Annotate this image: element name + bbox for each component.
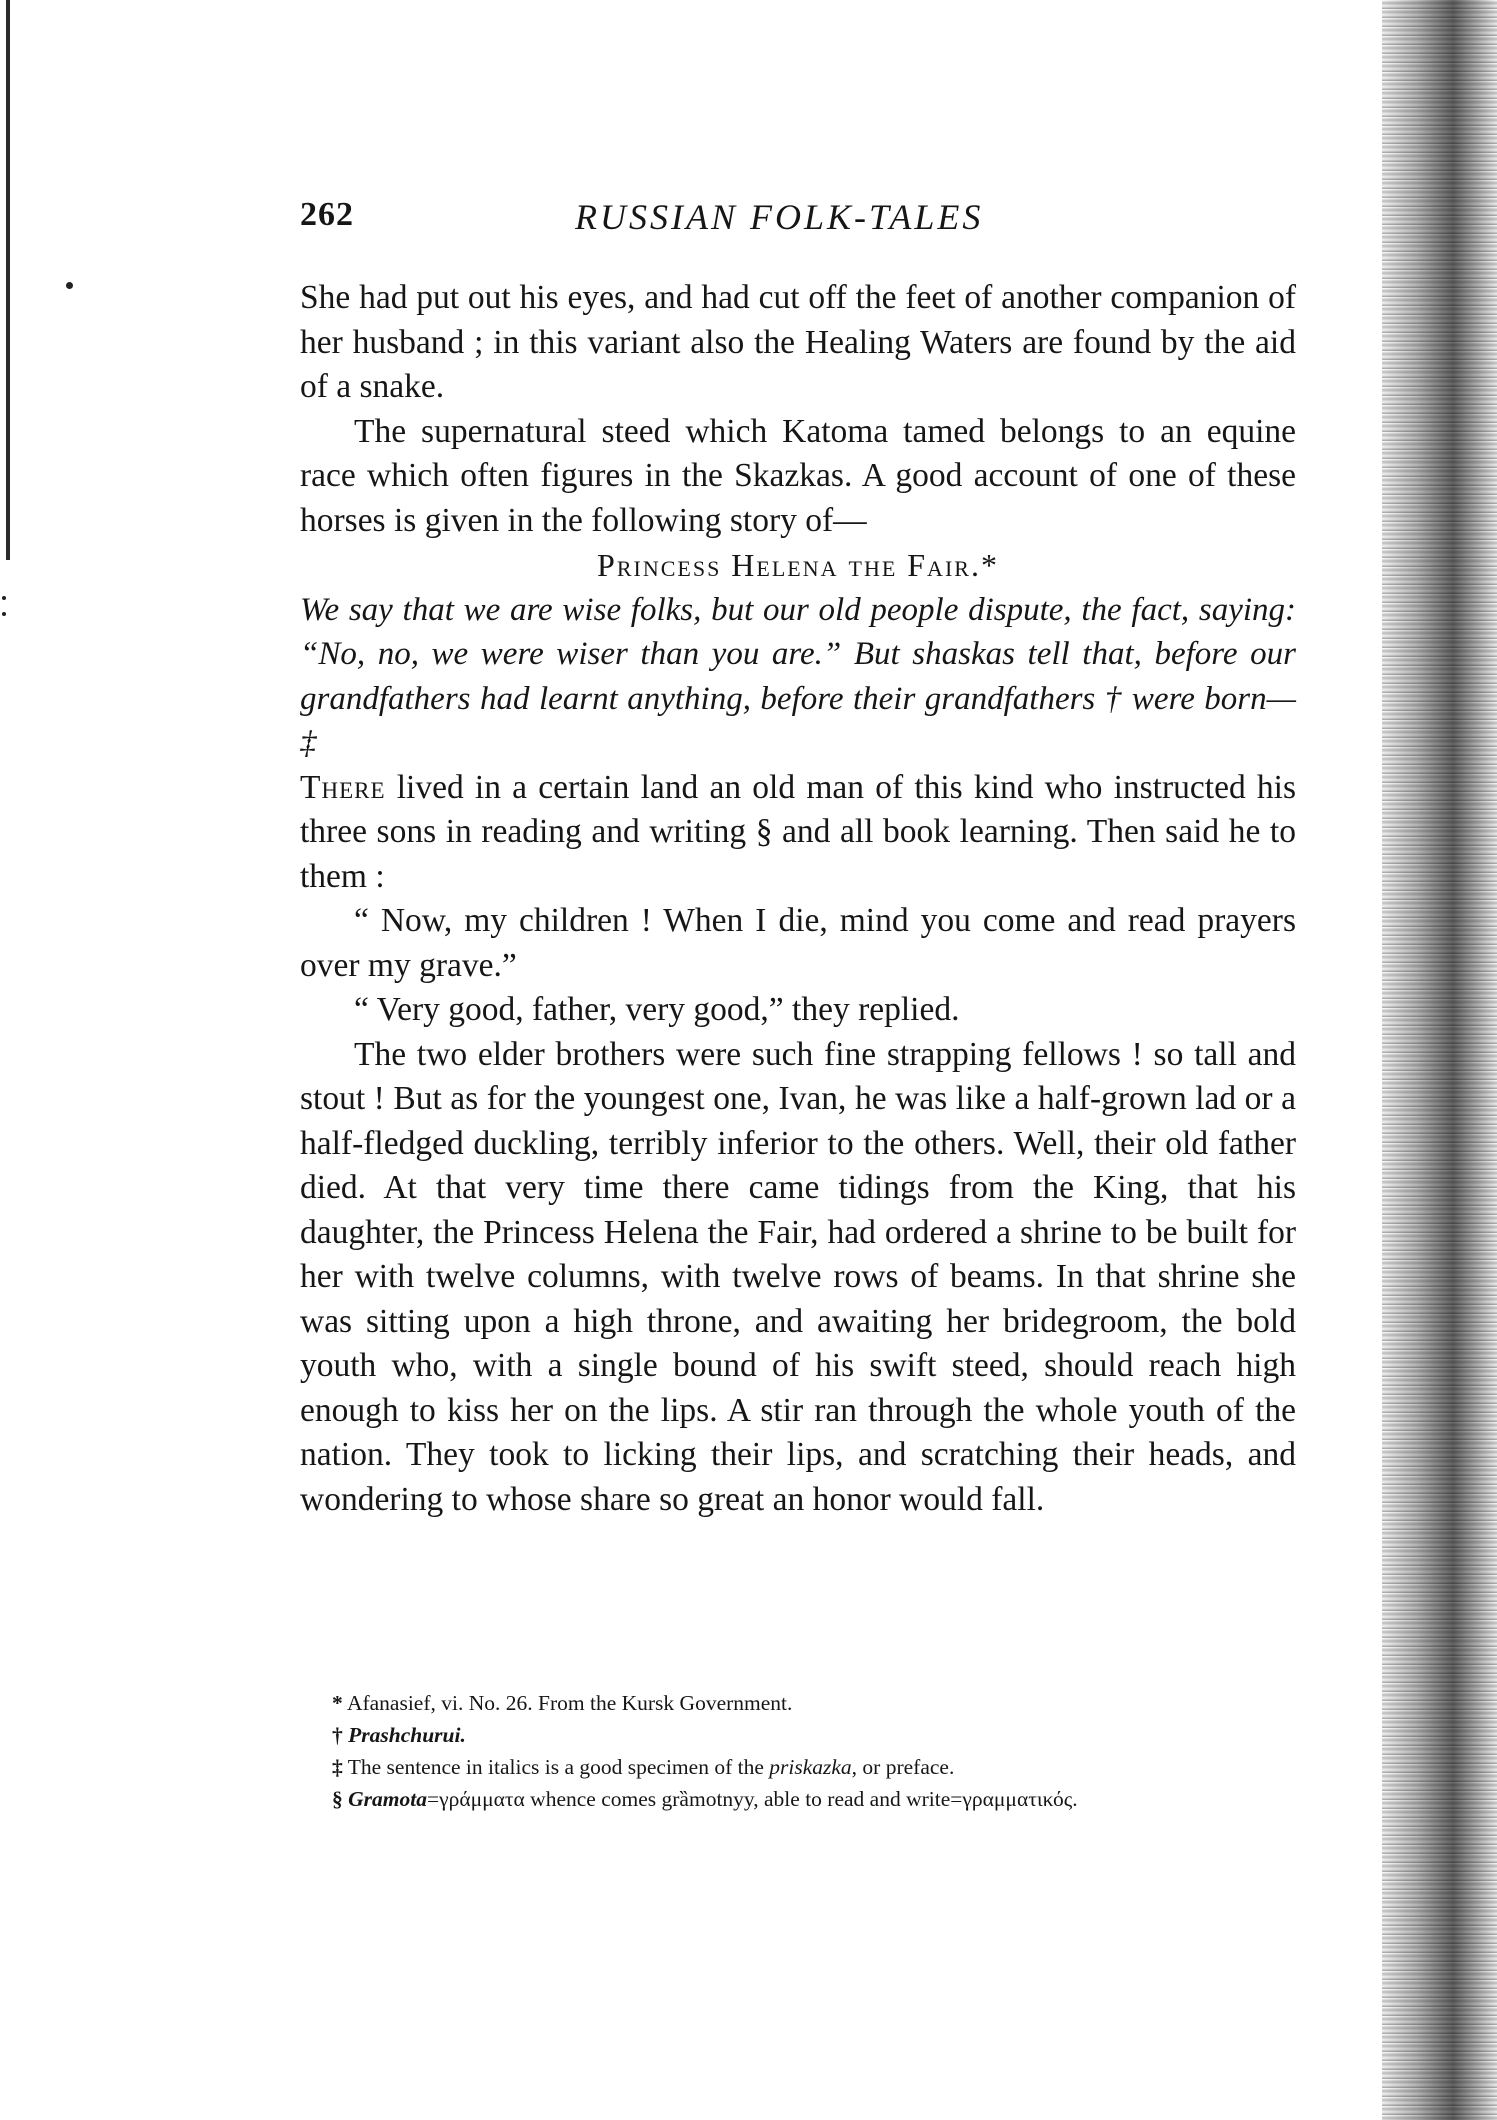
footnote-italic: priskazka — [769, 1755, 852, 1779]
paragraph — [300, 766, 1296, 900]
spine-line — [6, 0, 10, 560]
footnote-text: The sentence in italics is a good specimen of the — [342, 1755, 770, 1779]
tale-title: Princess Helena the Fair.* — [597, 547, 999, 583]
paragraph: The supernatural steed which Katoma tamed belongs to an equine race which often figures in the Skazkas. A good account of one of these horses is given in the following story of— — [300, 412, 1296, 539]
stray-mark — [2, 596, 6, 600]
footnote-mark: § — [332, 1787, 343, 1811]
epigraph: We say that we are wise folks, but our old people dispute, the fact, saying: “No, no, we were wiser than you are.” But shaskas tell that, before our grandfathers had learnt anything, before their grandfathers † were born—‡ — [300, 591, 1296, 761]
paragraph: She had put out his eyes, and had cut off the feet of another companion of her husband ; in this variant also the Healing Waters are found by the aid of a snake. — [300, 279, 1296, 405]
footnote-mark: * — [332, 1691, 343, 1715]
drop-word: There — [300, 768, 386, 806]
footnotes — [300, 1688, 1300, 1816]
running-title: RUSSIAN FOLK-TALES — [575, 197, 984, 237]
page-header — [300, 196, 1300, 246]
footnote-mark: † — [332, 1723, 343, 1747]
stray-mark — [66, 282, 73, 289]
footnote — [300, 1688, 1300, 1718]
page-edge-shadow — [1382, 0, 1497, 2120]
footnote — [300, 1752, 1300, 1782]
footnote-text: Afanasief, vi. No. 26. From the Kursk Government. — [342, 1691, 793, 1715]
paragraph-text: lived in a certain land an old man of this kind who instructed his three sons in reading and writing § and all book learning. Then said he to them : — [300, 768, 1296, 895]
footnote — [300, 1720, 1300, 1750]
footnote-text: , or preface. — [851, 1755, 955, 1779]
page-number: 262 — [300, 196, 354, 233]
main-text — [300, 276, 1296, 1522]
footnote-mark: ‡ — [332, 1755, 343, 1779]
paragraph: The two elder brothers were such fine strapping fellows ! so tall and stout ! But as for the youngest one, Ivan, he was like a half-grown lad or a half-fledged duckling, terribly inferior to the others. Well, their old father died. At that very time there came tidings from the King, that his daughter, the Princess Helena the Fair, had ordered a shrine to be built for her with twelve columns, with twelve rows of beams. In that shrine she was sitting upon a high throne, and awaiting her bridegroom, the bold youth who, with a single bound of his swift steed, should reach high enough to kiss her on the lips. A stir ran through the whole youth of the nation. They took to licking their lips, and scratching their heads, and wondering to whose share so great an honor would fall. — [300, 1035, 1296, 1518]
footnote-word: Gramota — [342, 1787, 427, 1811]
footnote-text: Prashchurui. — [342, 1723, 466, 1747]
paragraph: “ Now, my children ! When I die, mind you come and read prayers over my grave.” — [300, 902, 1296, 984]
paragraph: “ Very good, father, very good,” they replied. — [354, 991, 960, 1028]
footnote — [300, 1784, 1300, 1814]
stray-mark — [2, 612, 6, 616]
footnote-text: =γράμματα whence comes grȁmotnуy, able to read and write=γραμματικός. — [426, 1787, 1078, 1811]
